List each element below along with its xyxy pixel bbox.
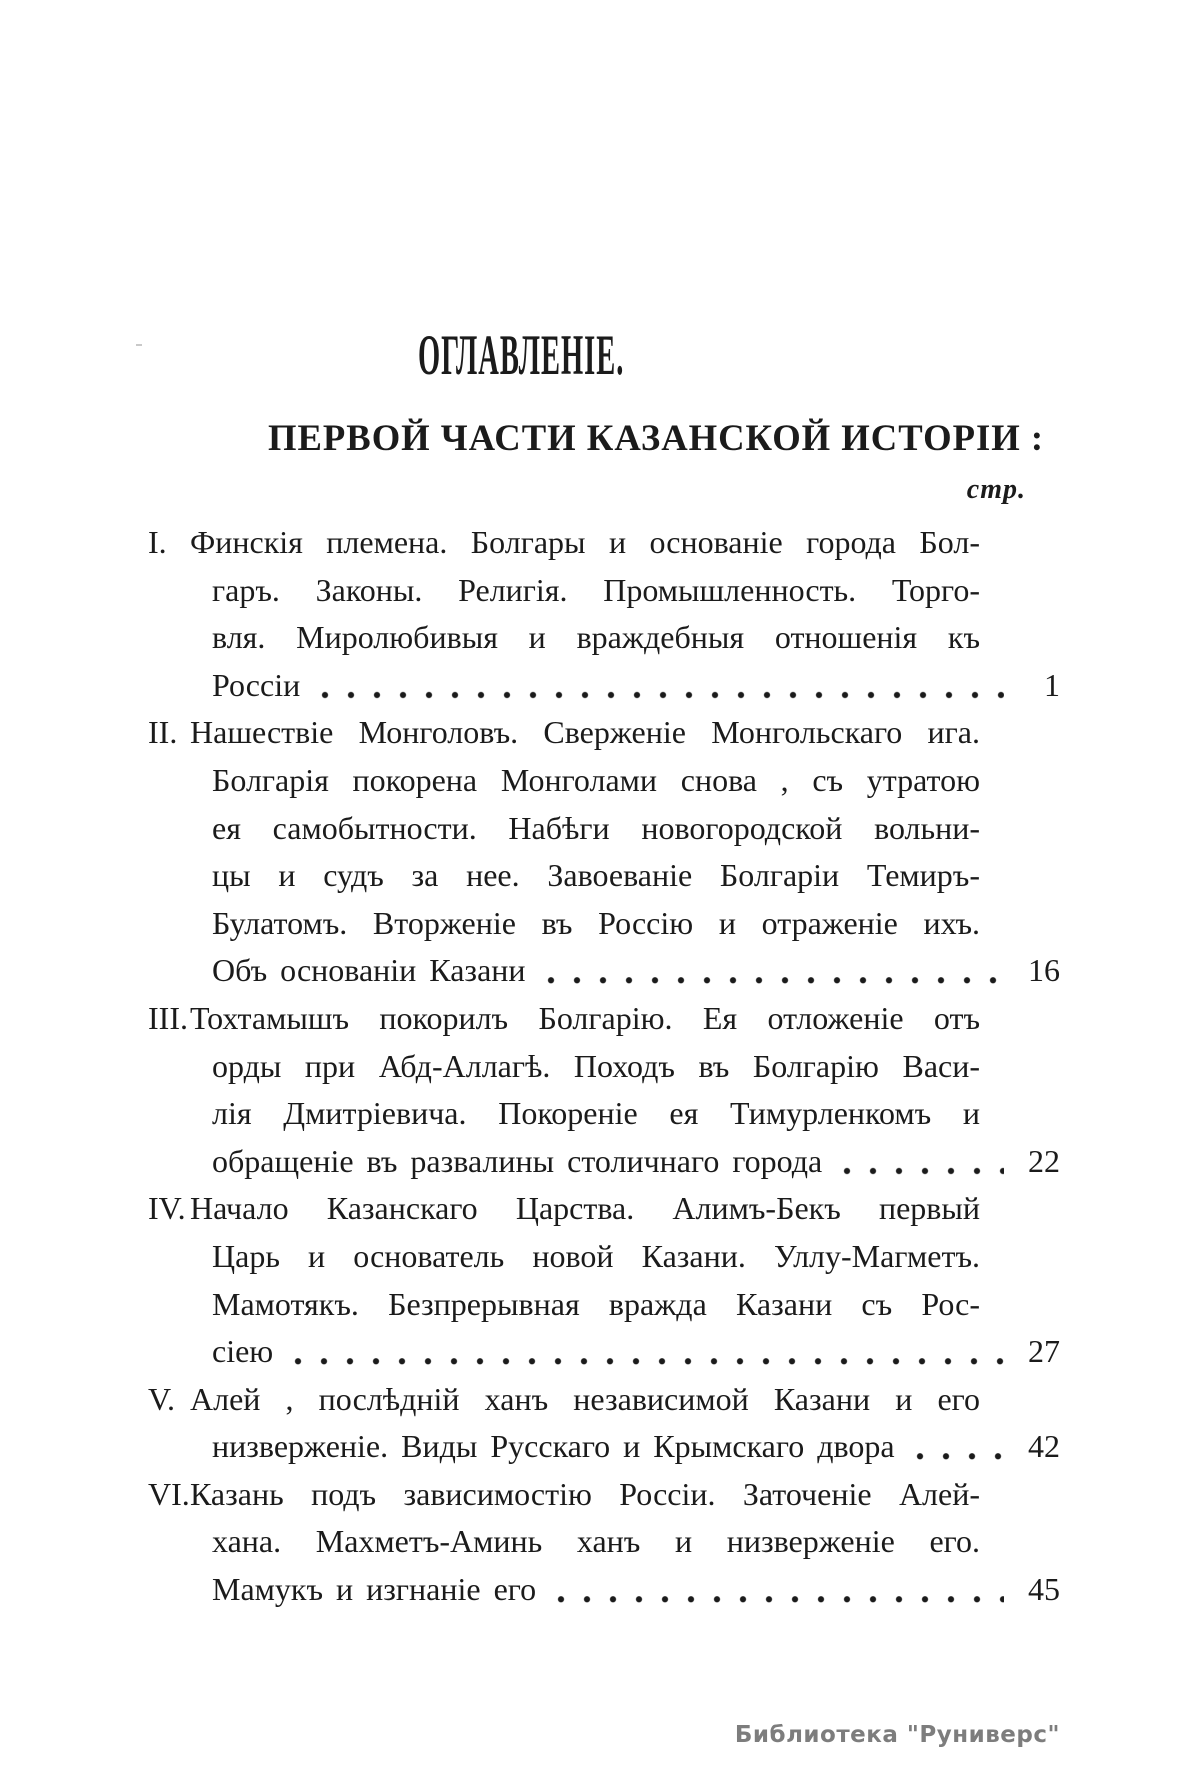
toc-entry — [148, 709, 1060, 995]
entry-text-line: Царь и основатель новой Казани. Уллу-Магметъ. — [212, 1237, 980, 1274]
entry-numeral: III. — [148, 999, 188, 1036]
toc-entry — [148, 1376, 1060, 1471]
entry-last-line — [212, 1566, 1060, 1614]
entry-last-text: низверженіе. Виды Русскаго и Крымскаго двора — [212, 1428, 895, 1465]
entry-last-text: Мамукъ и изгнаніе его — [212, 1571, 537, 1608]
entry-first-line — [148, 1376, 980, 1424]
table-of-contents — [148, 519, 1060, 1614]
entry-text-line: Булатомъ. Вторженіе въ Россію и отраженіе ихъ. — [212, 904, 980, 941]
entry-text-line: Болгарія покорена Монголами снова , съ утратою — [212, 761, 980, 798]
entry-page-number: 45 — [1028, 1571, 1060, 1608]
entry-text: Алей , послѣдній ханъ независимой Казани и его — [190, 1380, 980, 1417]
entry-page-number: 16 — [1028, 952, 1060, 989]
entry-first-line — [148, 709, 980, 757]
entry-numeral: II. — [148, 714, 178, 751]
scan-artifact-speck — [136, 344, 142, 346]
toc-entry — [148, 1185, 1060, 1375]
entry-last-text: Россіи — [212, 666, 301, 703]
entry-first-line — [148, 1185, 980, 1233]
dot-leader — [285, 1328, 1004, 1376]
entry-page-number: 1 — [1044, 666, 1060, 703]
dot-leader — [548, 1566, 1004, 1614]
entry-last-text: обращеніе въ развалины столичнаго города — [212, 1142, 823, 1179]
entry-text-line: лія Дмитріевича. Покореніе ея Тимурленкомъ и — [212, 1095, 980, 1132]
page-column-header: стр. — [966, 474, 1026, 505]
entry-text: Финскія племена. Болгары и основаніе города Бол- — [190, 524, 980, 560]
dot-leader — [907, 1423, 1004, 1471]
entry-numeral: IV. — [148, 1190, 186, 1227]
entry-first-line — [148, 1471, 980, 1519]
entry-last-line — [212, 1138, 1060, 1186]
entry-first-line — [148, 995, 980, 1043]
entry-page-number: 42 — [1028, 1428, 1060, 1465]
entry-last-line — [212, 947, 1060, 995]
entry-text: Нашествіе Монголовъ. Сверженіе Монгольскаго ига. — [190, 714, 980, 751]
entry-numeral: VI. — [148, 1475, 190, 1512]
page-title: ОГЛАВЛЕНІЕ. — [418, 324, 625, 387]
entry-last-line — [212, 1423, 1060, 1471]
entry-last-line — [212, 662, 1060, 710]
entry-text-line: вля. Миролюбивыя и враждебныя отношенія къ — [212, 619, 980, 656]
entry-text-line: гаръ. Законы. Религія. Промышленность. Торго- — [212, 571, 980, 608]
entry-page-number: 22 — [1028, 1142, 1060, 1179]
entry-last-line — [212, 1328, 1060, 1376]
dot-leader — [312, 662, 1004, 710]
entry-text-line: цы и судъ за нее. Завоеваніе Болгаріи Темиръ- — [212, 857, 980, 894]
entry-text: Казань подъ зависимостію Россіи. Заточеніе Алей- — [190, 1475, 980, 1512]
entry-page-number: 27 — [1028, 1333, 1060, 1370]
entry-text-line: хана. Махметъ-Аминь ханъ и низверженіе его. — [212, 1523, 980, 1560]
toc-entry — [148, 995, 1060, 1185]
page-subtitle: ПЕРВОЙ ЧАСТИ КАЗАНСКОЙ ИСТОРІИ : — [268, 418, 1045, 459]
dot-leader — [538, 947, 1004, 995]
toc-entry — [148, 1471, 1060, 1614]
library-watermark: Библиотека "Руниверс" — [734, 1722, 1060, 1748]
entry-last-text: сіею — [212, 1333, 274, 1370]
toc-entry — [148, 519, 1060, 709]
entry-numeral: I. — [148, 524, 167, 560]
entry-text-line: орды при Абд-Аллагѣ. Походъ въ Болгарію Васи- — [212, 1047, 980, 1084]
entry-last-text: Объ основаніи Казани — [212, 952, 526, 989]
entry-text: Тохтамышъ покорилъ Болгарію. Ея отложеніе отъ — [190, 999, 980, 1036]
entry-text-line: ея самобытности. Набѣги новогородской вольни- — [212, 809, 980, 846]
entry-numeral: V. — [148, 1380, 175, 1417]
entry-first-line — [148, 519, 980, 567]
entry-text: Начало Казанскаго Царства. Алимъ-Бекъ первый — [190, 1190, 980, 1227]
entry-text-line: Мамотякъ. Безпрерывная вражда Казани съ Рос- — [212, 1285, 980, 1322]
dot-leader — [834, 1138, 1004, 1186]
